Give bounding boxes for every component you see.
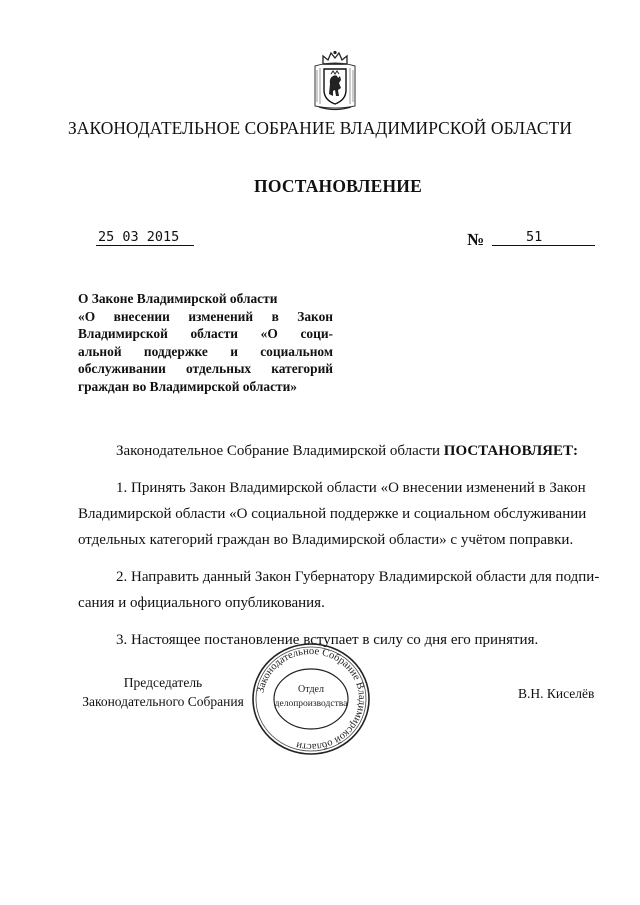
assembly-title: ЗАКОНОДАТЕЛЬНОЕ СОБРАНИЕ ВЛАДИМИРСКОЙ ОБЛАСТИ (68, 118, 572, 138)
item-1-line: отдельных категорий граждан во Владимирской области» с учётом поправки. (78, 532, 574, 548)
resolution-body (78, 438, 600, 664)
subject-line: О Законе Владимирской области (78, 291, 278, 306)
document-type-heading: ПОСТАНОВЛЕНИЕ (254, 176, 422, 196)
item-1-line: Владимирской области «О социальной поддержке и социальном обслуживании (78, 506, 587, 522)
office-stamp (250, 640, 372, 758)
signer-title-line-2: Законодательного Собрания (82, 694, 244, 709)
subject-line: альной поддержке и социальном (78, 343, 333, 359)
signer-name: В.Н. Киселёв (518, 686, 595, 701)
decree-word: ПОСТАНОВЛЯЕТ: (443, 443, 579, 459)
coat-of-arms-icon (311, 50, 359, 112)
stamp-center-line-2: делопроизводства (274, 699, 348, 709)
document-date: 25 03 2015 (96, 229, 194, 246)
subject-block (78, 290, 333, 396)
document-number: 51 (492, 229, 595, 246)
preamble-paragraph (78, 438, 579, 464)
coat-of-arms-emblem (311, 50, 359, 112)
stamp-ring-text: Законодательное Собрание Владимирской области (255, 645, 368, 753)
subject-line: обслуживании отдельных категорий (78, 361, 333, 377)
item-2-line: сания и официального опубликования. (78, 595, 325, 611)
stamp-center-line-1: Отдел (298, 684, 324, 695)
item-1-paragraph (78, 475, 587, 553)
preamble-text: Законодательное Собрание Владимирской области (116, 443, 441, 459)
item-1-line: 1. Принять Закон Владимирской области «О внесении изменений в Закон (116, 480, 586, 496)
item-2-paragraph (78, 564, 600, 616)
signer-title (68, 673, 258, 711)
signer-title-line-1: Председатель (123, 675, 203, 690)
subject-line: граждан во Владимирской области» (78, 378, 297, 394)
number-sign: № (467, 230, 485, 249)
item-3-paragraph: 3. Настоящее постановление вступает в силу со дня его принятия. (116, 632, 539, 648)
item-2-line: 2. Направить данный Закон Губернатору Владимирской области для подпи- (116, 569, 600, 585)
stamp-seal-icon (250, 640, 372, 758)
subject-line: Владимирской области «О соци- (78, 326, 333, 342)
subject-line: «О внесении изменений в Закон (78, 308, 333, 324)
